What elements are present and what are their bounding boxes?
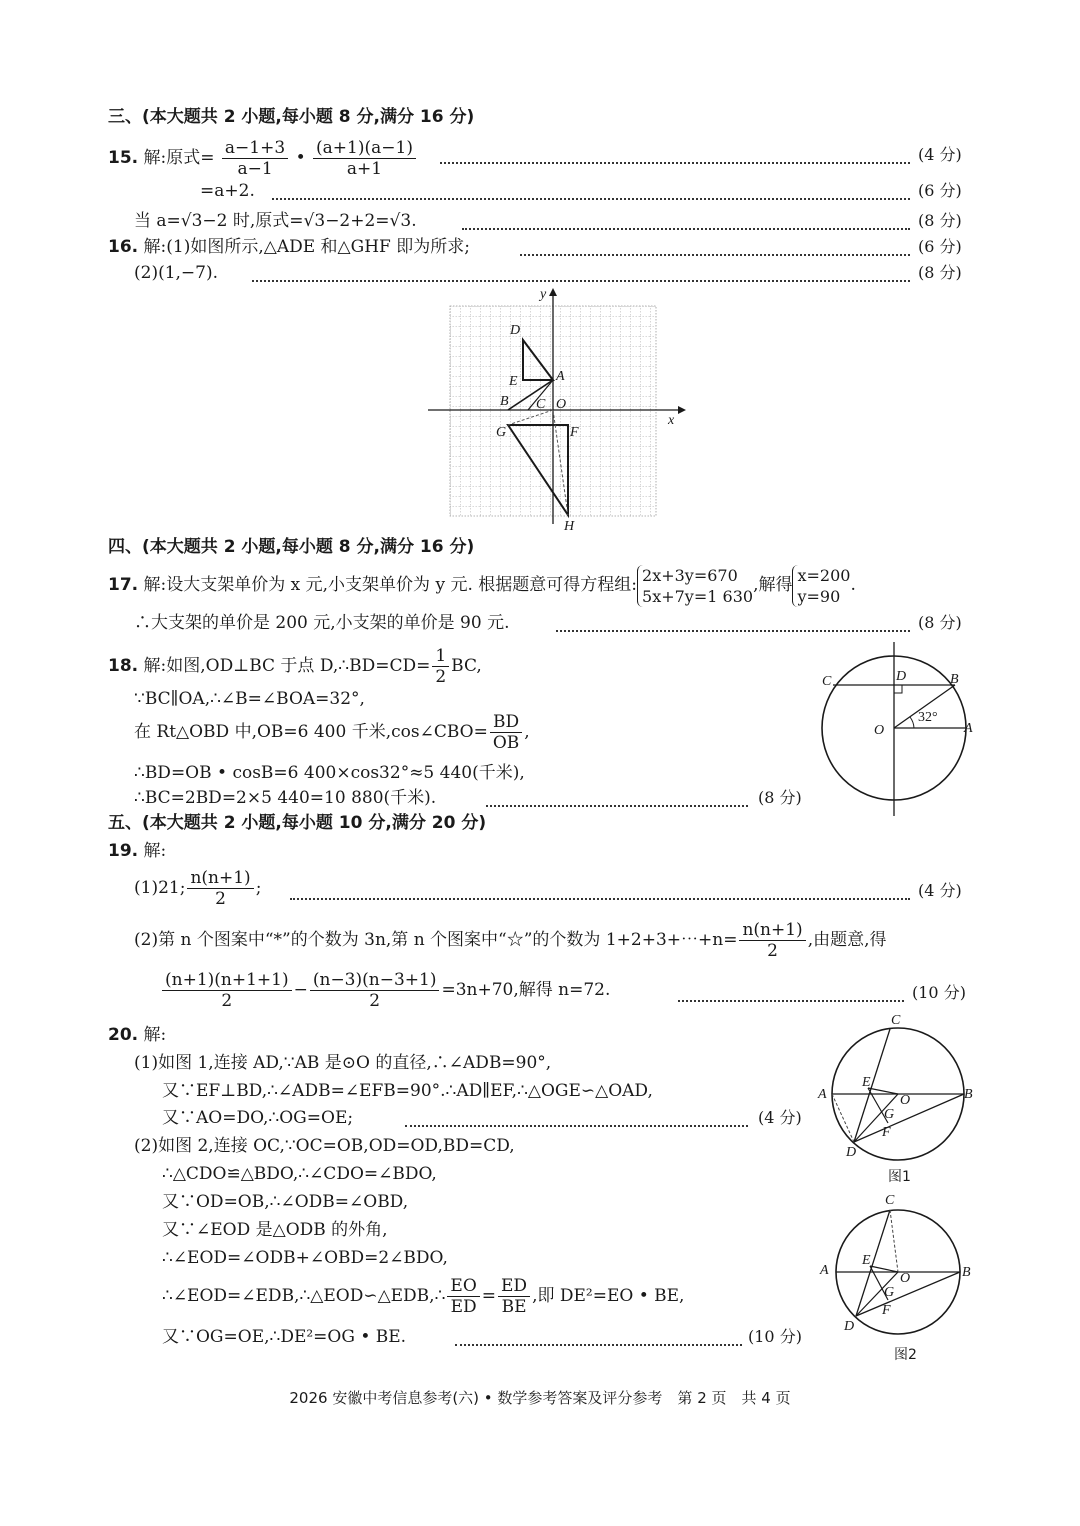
q17-equation-2: 5x+7y=1 630 [642,586,754,606]
point-D-label: D [846,1145,857,1160]
leader-dots [455,1344,742,1346]
q18-line-5: ∴BC=2BD=2×5 440=10 880(千米). [134,788,437,808]
q15-frac2-numerator: (a+1)(a−1) [313,138,416,159]
angle-label: 32° [918,710,938,725]
q19-eq-fraction-1 [162,970,292,1011]
q19-eq-numerator-2: (n−3)(n−3+1) [310,970,440,991]
leader-dots [462,228,910,230]
point-A-label: A [964,721,973,736]
q17-number: 17. [108,575,139,595]
q19-eq-denominator-2: 2 [369,991,381,1011]
y-axis-arrow-icon [549,288,557,296]
q20-equals: = [481,1286,497,1306]
point-E-label: E [862,1075,871,1090]
point-A-label: A [820,1263,829,1278]
q15-number: 15. [108,148,139,168]
q15-intro: 解:原式= [143,148,215,168]
y-axis-label: y [540,287,547,302]
q20-line-5: ∴△CDO≌△BDO,∴∠CDO=∠BDO, [162,1164,437,1184]
q15-score-2: (6 分) [918,181,962,200]
q19-part-2 [134,920,887,961]
q15-line-1 [108,138,418,179]
q19-eq-numerator-1: (n+1)(n+1+1) [162,970,292,991]
point-O-label: O [900,1093,911,1108]
right-angle-mark [894,685,902,693]
q20-line-1: (1)如图 1,连接 AD,∵AB 是⊙O 的直径,∴∠ADB=90°, [134,1053,552,1073]
q19-intro: 解: [143,841,167,861]
q20-figure-1 [812,1010,982,1190]
q20-line-10: 又∵OG=OE,∴DE²=OG • BE. [162,1327,407,1347]
q20-f1-denominator: ED [450,1297,477,1317]
leader-dots [678,1000,904,1002]
q16-text-1: 解:(1)如图所示,△ADE 和△GHF 即为所求; [143,237,470,257]
point-F-label: F [882,1125,891,1140]
q19-eq-minus: − [293,980,308,1000]
q15-line-3: 当 a=√3−2 时,原式=√3−2+2=√3. [134,211,417,231]
figure-2-caption: 图2 [894,1347,917,1363]
section-4-title: 四、(本大题共 2 小题,每小题 8 分,满分 16 分) [108,537,475,557]
point-G-label: G [884,1107,895,1122]
q17-text-1: 解:设大支架单价为 x 元,小支架单价为 y 元. 根据题意可得方程组: [143,575,638,595]
q19-score-2: (10 分) [912,983,966,1002]
q20-line-9 [162,1276,684,1317]
q15-line-2: =a+2. [200,181,255,201]
leader-dots [556,630,910,632]
q17-solution-system [792,565,850,607]
section-5-title: 五、(本大题共 2 小题,每小题 10 分,满分 20 分) [108,813,487,833]
q18-half-denominator: 2 [435,667,447,687]
point-E-label: E [509,374,518,389]
q20-line-intro [108,1024,166,1046]
point-D-label: D [510,323,521,338]
q17-solution-y: y=90 [797,586,841,606]
q19-number: 19. [108,841,139,861]
q20-line-6: 又∵OD=OB,∴∠ODB=∠OBD, [162,1192,409,1212]
q18-number: 18. [108,656,139,676]
point-E-label: E [862,1253,871,1268]
dashed-AD [832,1094,854,1142]
q16-score-1: (6 分) [918,237,962,256]
q19-part-2-text: (2)第 n 个图案中“*”的个数为 3n,第 n 个图案中“☆”的个数为 1+2+3+⋯+n= [134,930,738,950]
q18-half-fraction [432,646,449,687]
q19-part-2-end: ,由题意,得 [807,930,887,950]
point-B-label: B [962,1265,971,1280]
q19-eq-fraction-2 [310,970,440,1011]
q19-line-intro [108,840,166,862]
point-H-label: H [564,519,575,534]
q17-score: (8 分) [918,613,962,632]
point-C-label: C [891,1013,901,1028]
point-G-label: G [496,425,507,440]
q19-p2-numerator: n(n+1) [739,920,805,941]
q18-line-2: ∵BC∥OA,∴∠B=∠BOA=32°, [134,689,365,709]
q19-eq-denominator-1: 2 [221,991,233,1011]
q17-period: . [850,575,856,595]
q17-equation-1: 2x+3y=670 [642,565,738,585]
point-O-label: O [874,723,885,738]
q20-line-3: 又∵AO=DO,∴OG=OE; [162,1108,354,1128]
q20-line-4: (2)如图 2,连接 OC,∵OC=OB,OD=OD,BD=CD, [134,1136,515,1156]
q18-line-3 [134,712,530,753]
q16-line-1 [108,236,470,258]
q18-text-1a: 解:如图,OD⊥BC 于点 D,∴BD=CD= [143,656,431,676]
q15-fraction-1 [222,138,288,179]
q20-score-1: (4 分) [758,1108,802,1127]
q15-fraction-2 [313,138,416,179]
leader-dots [486,805,748,807]
segment-EO [868,1088,898,1094]
q15-frac1-denominator: a−1 [237,159,273,179]
q19-part-1-text: (1)21; [134,878,186,898]
figure-1-caption: 图1 [888,1169,911,1185]
point-B-label: B [964,1087,973,1102]
q17-equation-system [637,565,753,607]
q16-line-2: (2)(1,−7). [134,263,219,283]
q17-line-1 [108,562,856,608]
leader-dots [290,898,910,900]
angle-arc [910,717,914,728]
point-C-label: C [536,397,546,412]
point-C-label: C [822,674,832,689]
q18-line-1 [108,646,482,687]
point-O-label: O [900,1271,911,1286]
q20-f2-denominator: BE [501,1297,527,1317]
leader-dots [520,254,910,256]
q17-line-2: ∴大支架的单价是 200 元,小支架的单价是 90 元. [134,613,510,633]
point-A-label: A [556,369,565,384]
point-D-label: D [844,1319,855,1334]
q15-score-3: (8 分) [918,211,962,230]
q18-text-3a: 在 Rt△OBD 中,OB=6 400 千米,cos∠CBO= [134,722,488,742]
page-footer: 2026 安徽中考信息参考(六) • 数学参考答案及评分参考 第 2 页 共 4 页 [289,1389,791,1407]
leader-dots [440,162,910,164]
q19-part-2-fraction [739,920,805,961]
q18-text-3b: , [524,722,530,742]
q15-score-1: (4 分) [918,145,962,164]
q19-part-1-end: ; [255,878,262,898]
point-C-label: C [885,1193,895,1208]
q20-fraction-2 [498,1276,530,1317]
q18-circle-figure [810,638,982,818]
q19-p2-denominator: 2 [767,941,778,961]
q15-frac2-denominator: a+1 [346,159,383,179]
q20-line-2: 又∵EF⊥BD,∴∠ADB=∠EFB=90°.∴AD∥EF,∴△OGE∽△OAD, [162,1081,653,1101]
q20-figure-2 [812,1188,982,1348]
point-F-label: F [882,1303,891,1318]
segment-EO [870,1266,898,1272]
leader-dots [252,280,910,282]
q20-number: 20. [108,1025,139,1045]
q18-cos-denominator: OB [492,733,520,753]
point-D-label: D [896,669,907,684]
q19-equation [160,970,610,1011]
x-axis-label: x [668,413,675,428]
point-F-label: F [570,425,579,440]
q18-line-4: ∴BD=OB • cosB=6 400×cos32°≈5 440(千米), [134,763,525,783]
q19-p1-numerator: n(n+1) [187,868,253,889]
q18-half-numerator: 1 [432,646,449,667]
q20-intro: 解: [143,1025,167,1045]
q18-score: (8 分) [758,788,802,807]
dashed-CO [890,1210,898,1272]
section-3-title: 三、(本大题共 2 小题,每小题 8 分,满分 16 分) [108,107,475,127]
q17-solve-text: ,解得 [753,575,793,595]
q18-text-1b: BC, [451,656,482,676]
q20-text-9a: ∴∠EOD=∠EDB,∴△EOD∽△EDB,∴ [162,1286,446,1306]
q20-score-2: (10 分) [748,1327,802,1346]
q16-coordinate-figure [420,284,690,534]
q19-p1-denominator: 2 [215,889,226,909]
q20-f2-numerator: ED [498,1276,530,1297]
q15-frac1-numerator: a−1+3 [222,138,288,159]
point-A-label: A [818,1087,827,1102]
q19-eq-tail: =3n+70,解得 n=72. [441,980,611,1000]
q15-dot: • [295,148,306,168]
leader-dots [405,1125,748,1127]
q19-part-1 [134,868,261,909]
q16-score-2: (8 分) [918,263,962,282]
q18-cos-numerator: BD [490,712,522,733]
q20-fraction-1 [447,1276,479,1317]
q20-line-7: 又∵∠EOD 是△ODB 的外角, [162,1220,388,1240]
point-B-label: B [500,394,509,409]
point-O-label: O [556,397,567,412]
point-G-label: G [884,1285,895,1300]
q20-f1-numerator: EO [447,1276,479,1297]
q17-solution-x: x=200 [797,565,851,585]
q20-line-8: ∴∠EOD=∠ODB+∠OBD=2∠BDO, [162,1248,448,1268]
q20-text-9b: ,即 DE²=EO • BE, [532,1286,685,1306]
x-axis-arrow-icon [678,406,686,414]
q19-score-1: (4 分) [918,881,962,900]
q16-number: 16. [108,237,139,257]
point-B-label: B [950,672,959,687]
leader-dots [272,198,910,200]
q18-cos-fraction [490,712,522,753]
q19-part-1-fraction [187,868,253,909]
